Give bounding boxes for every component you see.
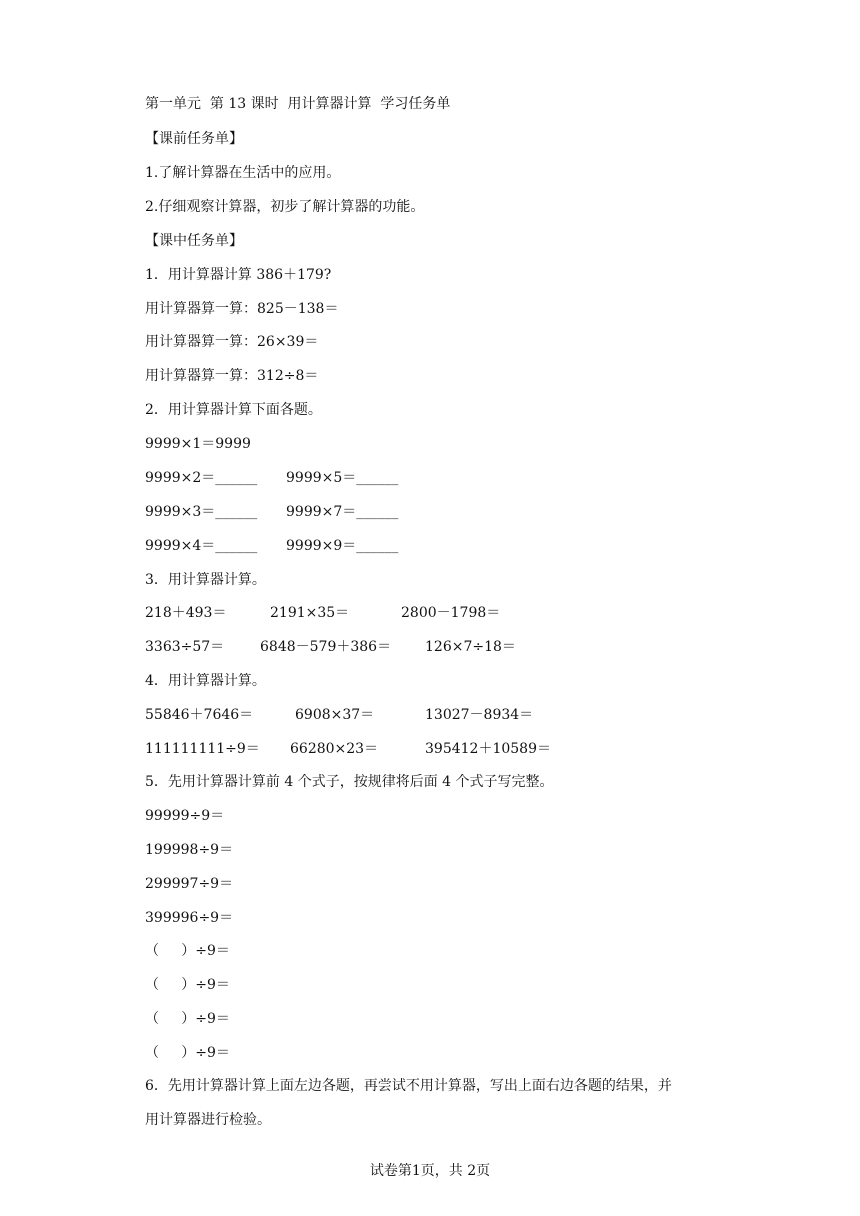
- q5-line: （ ）÷9＝: [145, 1011, 230, 1027]
- q4-item: 55846＋7646＝: [145, 707, 254, 723]
- q3-item: 218＋493＝: [145, 605, 227, 621]
- q5-line: （ ）÷9＝: [145, 943, 230, 959]
- q1-heading: 1．用计算器计算 386＋179?: [145, 267, 332, 283]
- pre-item-2: 2.仔细观察计算器，初步了解计算器的功能。: [145, 199, 425, 215]
- q2-item: 9999×2＝______: [145, 470, 258, 486]
- q3-item: 126×7÷18＝: [425, 639, 516, 655]
- q5-line: 399996÷9＝: [145, 910, 234, 926]
- q5-line: 99999÷9＝: [145, 808, 225, 824]
- q3-heading: 3．用计算器计算。: [145, 572, 266, 588]
- q5-line: （ ）÷9＝: [145, 977, 230, 993]
- q2-item: 9999×9＝______: [286, 538, 399, 554]
- page-title: 第一单元 第 13 课时 用计算器计算 学习任务单: [145, 96, 451, 112]
- q4-item: 66280×23＝: [290, 741, 379, 757]
- q2-item: 9999×4＝______: [145, 538, 258, 554]
- in-class-header: 【课中任务单】: [145, 233, 243, 249]
- q5-line: （ ）÷9＝: [145, 1045, 230, 1061]
- q3-item: 2191×35＝: [270, 605, 350, 621]
- q4-item: 6908×37＝: [295, 707, 375, 723]
- q4-item: 13027－8934＝: [425, 707, 534, 723]
- q3-item: 2800－1798＝: [401, 605, 501, 621]
- q2-item: 9999×7＝______: [286, 504, 399, 520]
- q5-line: 299997÷9＝: [145, 876, 234, 892]
- q2-first: 9999×1＝9999: [145, 436, 251, 452]
- q6-line-2: 用计算器进行检验。: [145, 1112, 271, 1128]
- q5-heading: 5．先用计算器计算前 4 个式子，按规律将后面 4 个式子写完整。: [145, 774, 554, 790]
- q2-item: 9999×3＝______: [145, 504, 258, 520]
- q3-item: 3363÷57＝: [145, 639, 225, 655]
- q5-line: 199998÷9＝: [145, 842, 234, 858]
- pre-item-1: 1.了解计算器在生活中的应用。: [145, 165, 341, 181]
- q4-item: 111111111÷9＝: [145, 741, 260, 757]
- pre-class-header: 【课前任务单】: [145, 131, 243, 147]
- q2-item: 9999×5＝______: [286, 470, 399, 486]
- q3-item: 6848－579＋386＝: [260, 639, 392, 655]
- q1-line-1: 用计算器算一算：825－138＝: [145, 301, 339, 317]
- q6-line-1: 6．先用计算器计算上面左边各题，再尝试不用计算器，写出上面右边各题的结果，并: [145, 1078, 672, 1094]
- q2-heading: 2．用计算器计算下面各题。: [145, 402, 322, 418]
- q4-heading: 4．用计算器计算。: [145, 673, 266, 689]
- q1-line-2: 用计算器算一算：26×39＝: [145, 334, 319, 350]
- q4-item: 395412＋10589＝: [425, 741, 551, 757]
- page-footer: 试卷第1页，共 2页: [369, 1163, 491, 1179]
- q1-line-3: 用计算器算一算：312÷8＝: [145, 368, 319, 384]
